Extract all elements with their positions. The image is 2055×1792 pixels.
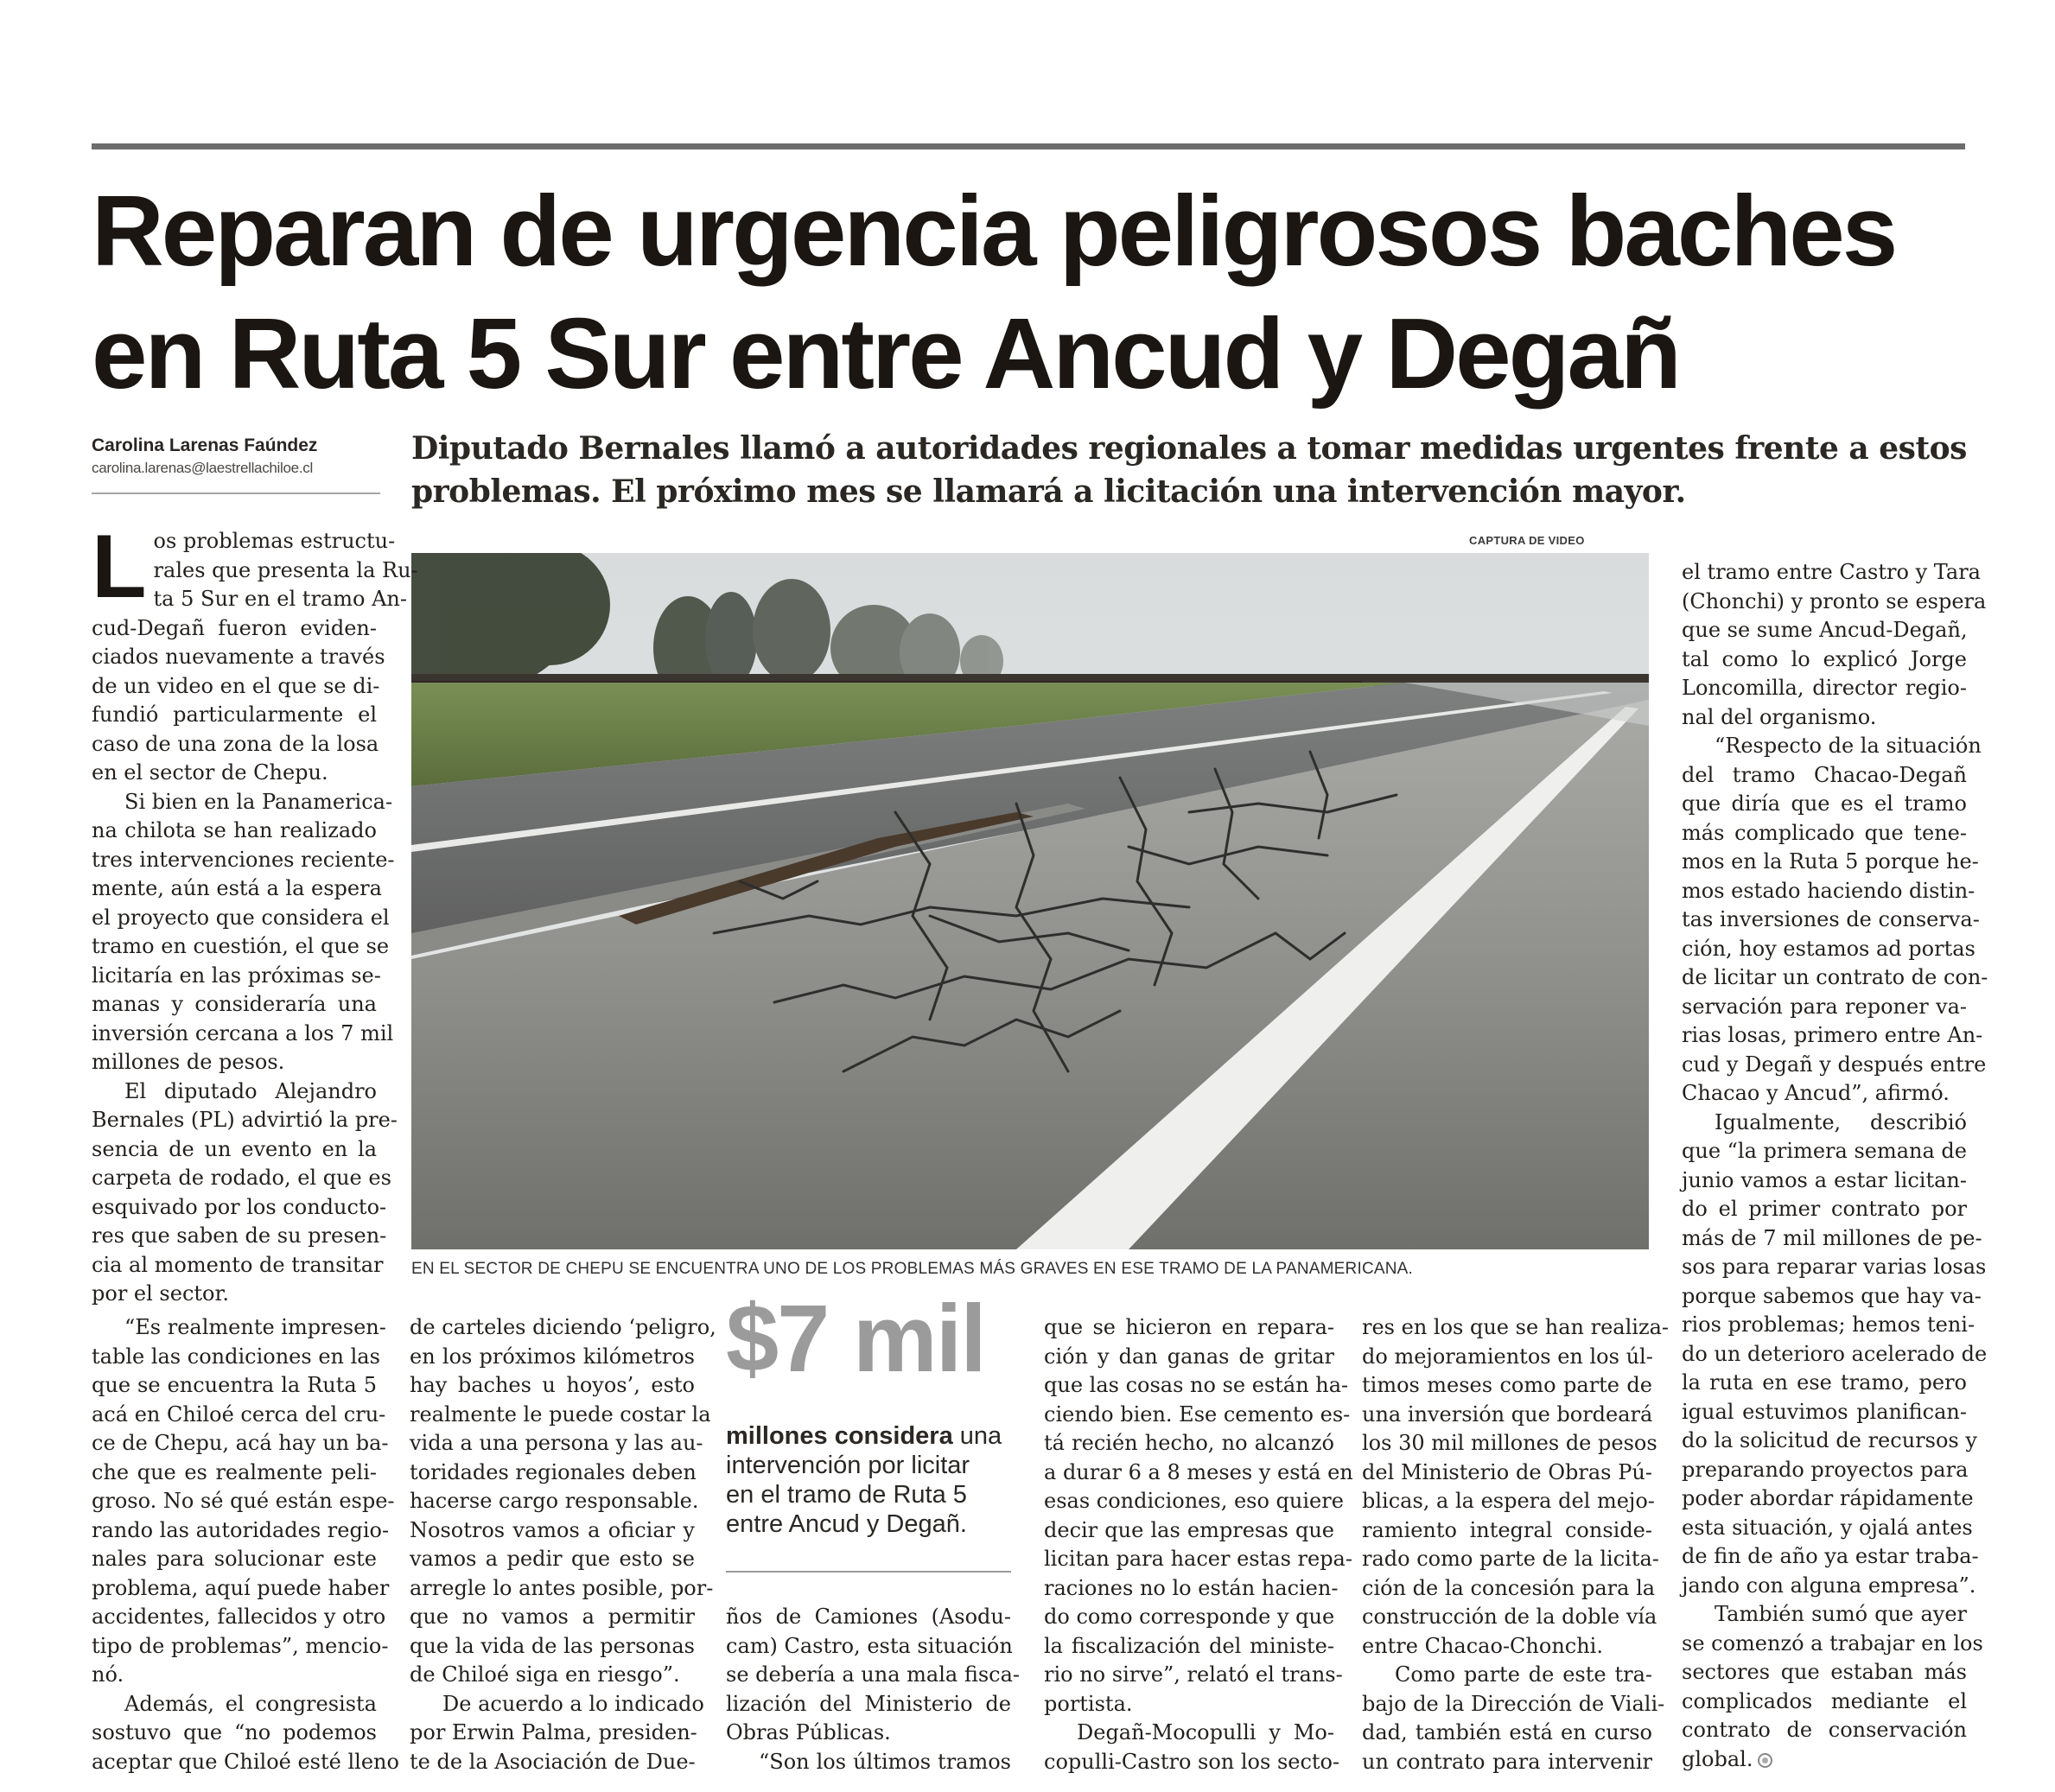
col4-line: que las cosas no se están ha- bbox=[1044, 1373, 1349, 1397]
col6-line: más de 7 mil millones de pe- bbox=[1682, 1225, 1982, 1250]
stat-line-3: en el tramo de Ruta 5 bbox=[726, 1481, 967, 1509]
col6-line: jando con alguna empresa”. bbox=[1682, 1573, 1976, 1598]
col6-line: se comenzó a trabajar en los bbox=[1682, 1630, 1983, 1655]
col6-line: Loncomilla, director regio- bbox=[1682, 676, 1967, 700]
col1-line: tramo en cuestión, el que se bbox=[92, 934, 390, 958]
stat-bold: millones considera bbox=[726, 1422, 953, 1450]
col6-line: el tramo entre Castro y Tara bbox=[1682, 560, 1981, 584]
col5-line: res en los que se han realiza- bbox=[1362, 1315, 1670, 1339]
col6-line: cud y Degañ y después entre bbox=[1682, 1052, 1987, 1077]
stat-rule bbox=[726, 1571, 1011, 1573]
col5-line: construcción de la doble vía bbox=[1362, 1605, 1657, 1629]
col1-line: manas y consideraría una bbox=[92, 992, 377, 1016]
col6-line: poder abordar rápidamente bbox=[1682, 1486, 1974, 1510]
col6-line: tas inversiones de conserva- bbox=[1682, 907, 1980, 931]
road-photo bbox=[411, 553, 1649, 1249]
col4-line: portista. bbox=[1044, 1691, 1133, 1716]
col1-line: carpeta de rodado, el que es bbox=[92, 1166, 391, 1190]
col6-line: complicados mediante el bbox=[1682, 1688, 1967, 1713]
stat-line-1 bbox=[726, 1421, 1020, 1451]
col4-line: que se hicieron en repara- bbox=[1044, 1315, 1334, 1339]
col6-line: preparando proyectos para bbox=[1682, 1457, 1969, 1482]
col1-line: cud-Degañ fueron eviden- bbox=[92, 615, 377, 640]
stat-figure: $7 mil bbox=[726, 1286, 985, 1392]
col4-line: copulli-Castro son los secto- bbox=[1044, 1749, 1340, 1774]
col5-line: un contrato para intervenir bbox=[1362, 1749, 1652, 1774]
col1b-line: sostuvo que “no podemos bbox=[92, 1720, 377, 1744]
col6-line: (Chonchi) y pronto se espera bbox=[1682, 588, 1987, 613]
col1b-line: groso. No sé qué están espe- bbox=[92, 1489, 395, 1513]
col6-line: junio vamos a estar licitan- bbox=[1682, 1167, 1967, 1192]
drop-cap: L bbox=[92, 517, 147, 617]
headline-line-1: Reparan de urgencia peligrosos baches bbox=[92, 175, 1896, 287]
col4-line: do como corresponde y que bbox=[1044, 1605, 1335, 1629]
col4-line: esas condiciones, eso quiere bbox=[1044, 1489, 1344, 1513]
col6-line: ción, hoy estamos ad portas bbox=[1682, 936, 1975, 961]
col2-line: hacerse cargo responsable. bbox=[410, 1489, 699, 1513]
col1b-line: nó. bbox=[92, 1662, 124, 1687]
col1-line: cia al momento de transitar bbox=[92, 1252, 384, 1277]
col5-line: blicas, a la espera del mejo- bbox=[1362, 1489, 1655, 1513]
col1-line: licitaría en las próximas se- bbox=[92, 963, 381, 988]
col1-line: sencia de un evento en la bbox=[92, 1136, 377, 1161]
col5-line: timos meses como parte de bbox=[1362, 1373, 1652, 1397]
col2-line: arregle lo antes posible, por- bbox=[410, 1575, 714, 1600]
col6-line: También sumó que ayer bbox=[1715, 1602, 1967, 1626]
deck-line-2: problemas. El próximo mes se llamará a licitación una intervención mayor. bbox=[411, 473, 1686, 510]
col1-line: millones de pesos. bbox=[92, 1050, 285, 1074]
col1b-line: Además, el congresista bbox=[124, 1691, 377, 1716]
col2-line: de carteles diciendo ‘peligro, bbox=[410, 1315, 716, 1339]
col1b-line: nales para solucionar este bbox=[92, 1547, 377, 1571]
col1b-line: tipo de problemas”, mencio- bbox=[92, 1633, 389, 1658]
col6-line: contrato de conservación bbox=[1682, 1718, 1967, 1742]
col6-line: esta situación, y ojalá antes bbox=[1682, 1515, 1973, 1540]
col2-line: De acuerdo a lo indicado bbox=[442, 1691, 704, 1716]
col6-line: global. bbox=[1682, 1746, 1753, 1771]
col4-line: ción y dan ganas de gritar bbox=[1044, 1344, 1334, 1369]
col1-line: fundió particularmente el bbox=[92, 702, 377, 727]
col6-line: rias losas, primero entre An- bbox=[1682, 1023, 1983, 1047]
col2-line: de Chiloé siga en riesgo”. bbox=[410, 1662, 680, 1687]
stat-line-1-rest: una bbox=[952, 1422, 1002, 1450]
col2-line: que no vamos a permitir bbox=[410, 1605, 695, 1629]
col2-line: por Erwin Palma, presiden- bbox=[410, 1720, 697, 1744]
article-column-3 bbox=[726, 1603, 1021, 1776]
col4-line: la fiscalización del ministe- bbox=[1044, 1633, 1334, 1658]
col6-line: do el primer contrato por bbox=[1682, 1197, 1967, 1221]
article-column-1 bbox=[92, 517, 418, 1309]
col5-line: del Ministerio de Obras Pú- bbox=[1362, 1459, 1652, 1484]
col1b-line: che que es realmente peli- bbox=[92, 1459, 377, 1484]
col2-line: toridades regionales deben bbox=[410, 1459, 697, 1484]
headline-line-2: en Ruta 5 Sur entre Ancud y Degañ bbox=[92, 297, 1679, 410]
col1b-line: table las condiciones en las bbox=[92, 1344, 380, 1369]
col4-line: a durar 6 a 8 meses y está en bbox=[1044, 1459, 1353, 1484]
col6-line: de licitar un contrato de con- bbox=[1682, 965, 1988, 989]
col5-line: do mejoramientos en los úl- bbox=[1362, 1344, 1653, 1369]
col5-line: ramiento integral conside- bbox=[1362, 1517, 1652, 1542]
col3-line: cam) Castro, esta situación bbox=[726, 1633, 1013, 1658]
col2-line: que la vida de las personas bbox=[410, 1633, 695, 1658]
col3-line: lización del Ministerio de bbox=[726, 1691, 1011, 1716]
col1-line: tres intervenciones reciente- bbox=[92, 847, 395, 872]
article-column-5 bbox=[1362, 1313, 1670, 1776]
col4-line: ciendo bien. Ese cemento es- bbox=[1044, 1401, 1351, 1427]
col5-line: dad, también está en curso bbox=[1362, 1720, 1652, 1744]
col6-line: sos para reparar varias losas bbox=[1682, 1255, 1987, 1279]
col2-line: hay baches u hoyos’, esto bbox=[410, 1373, 695, 1397]
col3-line: ños de Camiones (Asodu- bbox=[726, 1605, 1011, 1629]
col5-line: ción de la concesión para la bbox=[1362, 1575, 1656, 1600]
end-of-article-icon bbox=[1758, 1753, 1772, 1768]
col6-line: mos estado haciendo distin- bbox=[1682, 878, 1975, 903]
col1-line: rales que presenta la Ru- bbox=[153, 557, 418, 582]
col6-line: sectores que estaban más bbox=[1682, 1660, 1967, 1684]
col1b-line: acá en Chiloé cerca del cru- bbox=[92, 1401, 386, 1427]
col6-line: do un deterioro acelerado de bbox=[1682, 1341, 1988, 1366]
col2-line: vamos a pedir que esto se bbox=[410, 1547, 695, 1571]
photo-credit: CAPTURA DE VIDEO bbox=[1469, 534, 1585, 547]
article-column-4 bbox=[1044, 1313, 1353, 1776]
col6-line: del tramo Chacao-Degañ bbox=[1682, 762, 1967, 787]
col1-line: Si bien en la Panamerica- bbox=[124, 789, 393, 814]
col6-line: mos en la Ruta 5 porque he- bbox=[1682, 849, 1979, 874]
col1-line: Bernales (PL) advirtió la pre- bbox=[92, 1108, 398, 1132]
col5-line: bajo de la Dirección de Viali- bbox=[1362, 1691, 1665, 1716]
col4-line: Degañ-Mocopulli y Mo- bbox=[1077, 1720, 1334, 1744]
col1-line: de un video en el que se di- bbox=[92, 673, 380, 698]
stat-line-2: intervención por licitar bbox=[726, 1452, 970, 1479]
col2-line: vida a una persona y las au- bbox=[410, 1431, 703, 1455]
col6-line: que “la primera semana de bbox=[1682, 1139, 1967, 1163]
col1-line: esquivado por los conducto- bbox=[92, 1194, 387, 1219]
col1b-line: accidentes, fallecidos y otro bbox=[92, 1605, 386, 1629]
col6-line: más complicado que tene- bbox=[1682, 820, 1967, 845]
col6-line: igual estuvimos planifican- bbox=[1682, 1399, 1967, 1424]
top-rule bbox=[92, 143, 1965, 149]
byline bbox=[92, 434, 380, 479]
col6-line: que se sume Ancud-Degañ, bbox=[1682, 618, 1968, 642]
col6-line: do la solicitud de recursos y bbox=[1682, 1428, 1977, 1452]
col4-line: decir que las empresas que bbox=[1044, 1517, 1334, 1542]
article-column-2 bbox=[410, 1313, 716, 1776]
col3-line: se debería a una mala fisca- bbox=[726, 1662, 1021, 1687]
col1-line: inversión cercana a los 7 mil bbox=[92, 1020, 394, 1045]
col1-line: por el sector. bbox=[92, 1281, 229, 1306]
col5-line: una inversión que bordeará bbox=[1362, 1401, 1653, 1427]
col5-line: Como parte de este tra- bbox=[1395, 1662, 1652, 1687]
col5-line: entre Chacao-Chonchi. bbox=[1362, 1633, 1603, 1658]
col6-line: la ruta en ese tramo, pero bbox=[1682, 1370, 1967, 1395]
col1-line: el proyecto que considera el bbox=[92, 905, 390, 930]
col1-line: ta 5 Sur en el tramo An- bbox=[153, 587, 407, 611]
author-email[interactable]: carolina.larenas@laestrellachiloe.cl bbox=[92, 460, 313, 476]
col1-line: mente, aún está a la espera bbox=[92, 876, 382, 900]
author-name: Carolina Larenas Faúndez bbox=[92, 435, 318, 455]
col2-line: Nosotros vamos a oficiar y bbox=[410, 1517, 695, 1542]
col3-line: “Son los últimos tramos bbox=[759, 1749, 1011, 1774]
col6-line: tal como lo explicó Jorge bbox=[1682, 646, 1967, 671]
col1-line: na chilota se han realizado bbox=[92, 818, 377, 842]
stat-description bbox=[726, 1421, 1020, 1539]
deck-line-1: Diputado Bernales llamó a autoridades regionales a tomar medidas urgentes frente a estos bbox=[411, 430, 1967, 467]
col5-line: los 30 mil millones de pesos bbox=[1362, 1431, 1657, 1455]
article-column-6 bbox=[1682, 558, 1988, 1774]
stat-line-4: entre Ancud y Degañ. bbox=[726, 1510, 967, 1538]
col5-line: rado como parte de la licita- bbox=[1362, 1547, 1659, 1571]
col4-line: rio no sirve”, relató el trans- bbox=[1044, 1662, 1343, 1687]
col1b-line: problema, aquí puede haber bbox=[92, 1575, 390, 1600]
col6-line: nal del organismo. bbox=[1682, 704, 1877, 729]
col1b-line: “Es realmente impresen- bbox=[124, 1315, 386, 1339]
col1b-line: ce de Chepu, acá hay un ba- bbox=[92, 1431, 389, 1455]
col1b-line: rando las autoridades regio- bbox=[92, 1517, 390, 1542]
col4-line: raciones no lo están hacien- bbox=[1044, 1575, 1339, 1600]
photo-caption: EN EL SECTOR DE CHEPU SE ENCUENTRA UNO DE LOS PROBLEMAS MÁS GRAVES EN ESE TRAMO DE LA PANAMERICANA. bbox=[411, 1260, 1414, 1278]
road-photo-illustration bbox=[411, 553, 1649, 1249]
col4-line: licitan para hacer estas repa- bbox=[1044, 1547, 1352, 1571]
col1b-line: aceptar que Chiloé esté lleno bbox=[92, 1749, 399, 1774]
headline bbox=[92, 169, 1975, 415]
article-column-1-lower bbox=[92, 1313, 399, 1776]
col6-line: porque sabemos que hay va- bbox=[1682, 1283, 1982, 1308]
col1-line: os problemas estructu- bbox=[153, 529, 396, 553]
col6-line: Igualmente, describió bbox=[1715, 1109, 1967, 1134]
col3-line: Obras Públicas. bbox=[726, 1720, 891, 1744]
col6-line: servación para reponer va- bbox=[1682, 994, 1967, 1019]
col6-line: que diría que es el tramo bbox=[1682, 791, 1967, 816]
col1-line: El diputado Alejandro bbox=[124, 1078, 377, 1103]
col6-line: rios problemas; hemos teni- bbox=[1682, 1312, 1975, 1337]
col6-line: de fin de año ya estar traba- bbox=[1682, 1544, 1979, 1568]
col2-line: en los próximos kilómetros bbox=[410, 1344, 695, 1369]
col4-line: tá recién hecho, no alcanzó bbox=[1044, 1431, 1334, 1455]
col1-line: en el sector de Chepu. bbox=[92, 760, 328, 785]
col6-line: Chacao y Ancud”, afirmó. bbox=[1682, 1081, 1950, 1105]
col2-line: te de la Asociación de Due- bbox=[410, 1749, 696, 1774]
col1-line: caso de una zona de la losa bbox=[92, 731, 379, 756]
col6-line: “Respecto de la situación bbox=[1715, 734, 1982, 758]
col6-last-line bbox=[1682, 1745, 1967, 1775]
deck-subheadline bbox=[411, 427, 1967, 513]
col1-line: ciados nuevamente a través bbox=[92, 645, 385, 669]
col1b-line: que se encuentra la Ruta 5 bbox=[92, 1373, 377, 1397]
col1-line: res que saben de su presen- bbox=[92, 1223, 387, 1248]
byline-rule bbox=[92, 492, 380, 494]
col2-line: realmente le puede costar la bbox=[410, 1401, 711, 1427]
